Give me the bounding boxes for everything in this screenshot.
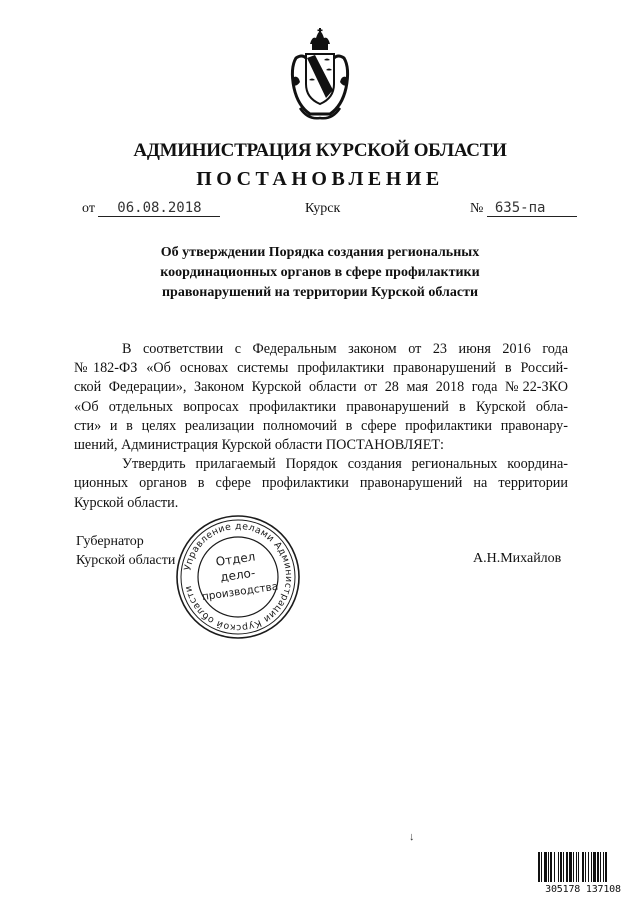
barcode-bar [554, 852, 555, 882]
stamp-center-line: производства [201, 580, 279, 604]
signer-name: А.Н.Михайлов [473, 551, 562, 566]
document-body [74, 340, 568, 513]
barcode-bar [585, 852, 586, 882]
page-mark: ↓ [409, 831, 415, 843]
date-value: 06.08.2018 [98, 201, 220, 217]
date-field [82, 201, 220, 217]
document-type: ПОСТАНОВЛЕНИЕ [196, 168, 444, 190]
subject-line: Об утверждении Порядка создания региональных [160, 245, 480, 260]
body-line: «Об отдельных вопросах профилактики правонарушений в Курской обла- [74, 398, 568, 415]
barcode-number: 305178 137108 [545, 884, 621, 895]
barcode-bar [563, 852, 564, 882]
barcode-bar [578, 852, 579, 882]
body-line: Курской области. [74, 494, 179, 511]
barcode-bar [550, 852, 552, 882]
date-prefix: от [82, 201, 95, 216]
body-line: ской Федерации», Законом Курской области от 28 мая 2018 года №22-ЗКО [74, 379, 568, 396]
signer-title [76, 532, 175, 570]
city-label: Курск [305, 201, 341, 216]
barcode-bar [597, 852, 599, 882]
number-value: 635-па [487, 201, 577, 217]
body-line: сти» и в целях реализации полномочий в сфере профилактики правонару- [74, 417, 568, 434]
barcode-bar [541, 852, 542, 882]
barcode-bar [538, 852, 540, 882]
number-field [470, 201, 577, 217]
barcode-bar [569, 852, 572, 882]
stamp-center-line: дело- [219, 565, 257, 585]
office-stamp [174, 513, 302, 641]
barcode-bar [603, 852, 604, 882]
barcode-bar [573, 852, 574, 882]
barcode-bar [576, 852, 577, 882]
stamp-center-line: Отдел [214, 549, 257, 569]
barcode-bar [591, 852, 592, 882]
body-line: шений, Администрация Курской области ПОСТАНОВЛЯЕТ: [74, 437, 444, 454]
body-line: В соответствии с Федеральным законом от 23 июня 2016 года [122, 341, 568, 357]
organization-title: АДМИНИСТРАЦИЯ КУРСКОЙ ОБЛАСТИ [133, 140, 507, 161]
signer-title-line: Губернатор [76, 534, 144, 549]
barcode-bar [544, 852, 547, 882]
number-prefix: № [470, 201, 484, 216]
body-line: Утвердить прилагаемый Порядок создания региональных координа- [122, 456, 568, 473]
barcode-bar [560, 852, 562, 882]
barcode-bar [566, 852, 568, 882]
coat-of-arms-icon [288, 28, 352, 122]
signer-title-line: Курской области [76, 553, 176, 568]
stamp-ring-text: Управление делами Администрации Курской области [182, 520, 295, 634]
barcode-bar [582, 852, 584, 882]
body-line: ционных органов в сфере профилактики правонарушений на территории [74, 475, 568, 492]
barcode-bar [548, 852, 549, 882]
barcode-bar [588, 852, 589, 882]
barcode-bar [605, 852, 607, 882]
subject-line: правонарушений на территории Курской области [161, 285, 479, 300]
barcode-bar [558, 852, 559, 882]
barcode-bar [593, 852, 596, 882]
subject-line: координационных органов в сфере профилактики [160, 265, 480, 280]
body-line: №182-ФЗ «Об основах системы профилактики правонарушений в Россий- [74, 360, 568, 377]
barcode-bar [600, 852, 601, 882]
document-subject [120, 243, 520, 303]
